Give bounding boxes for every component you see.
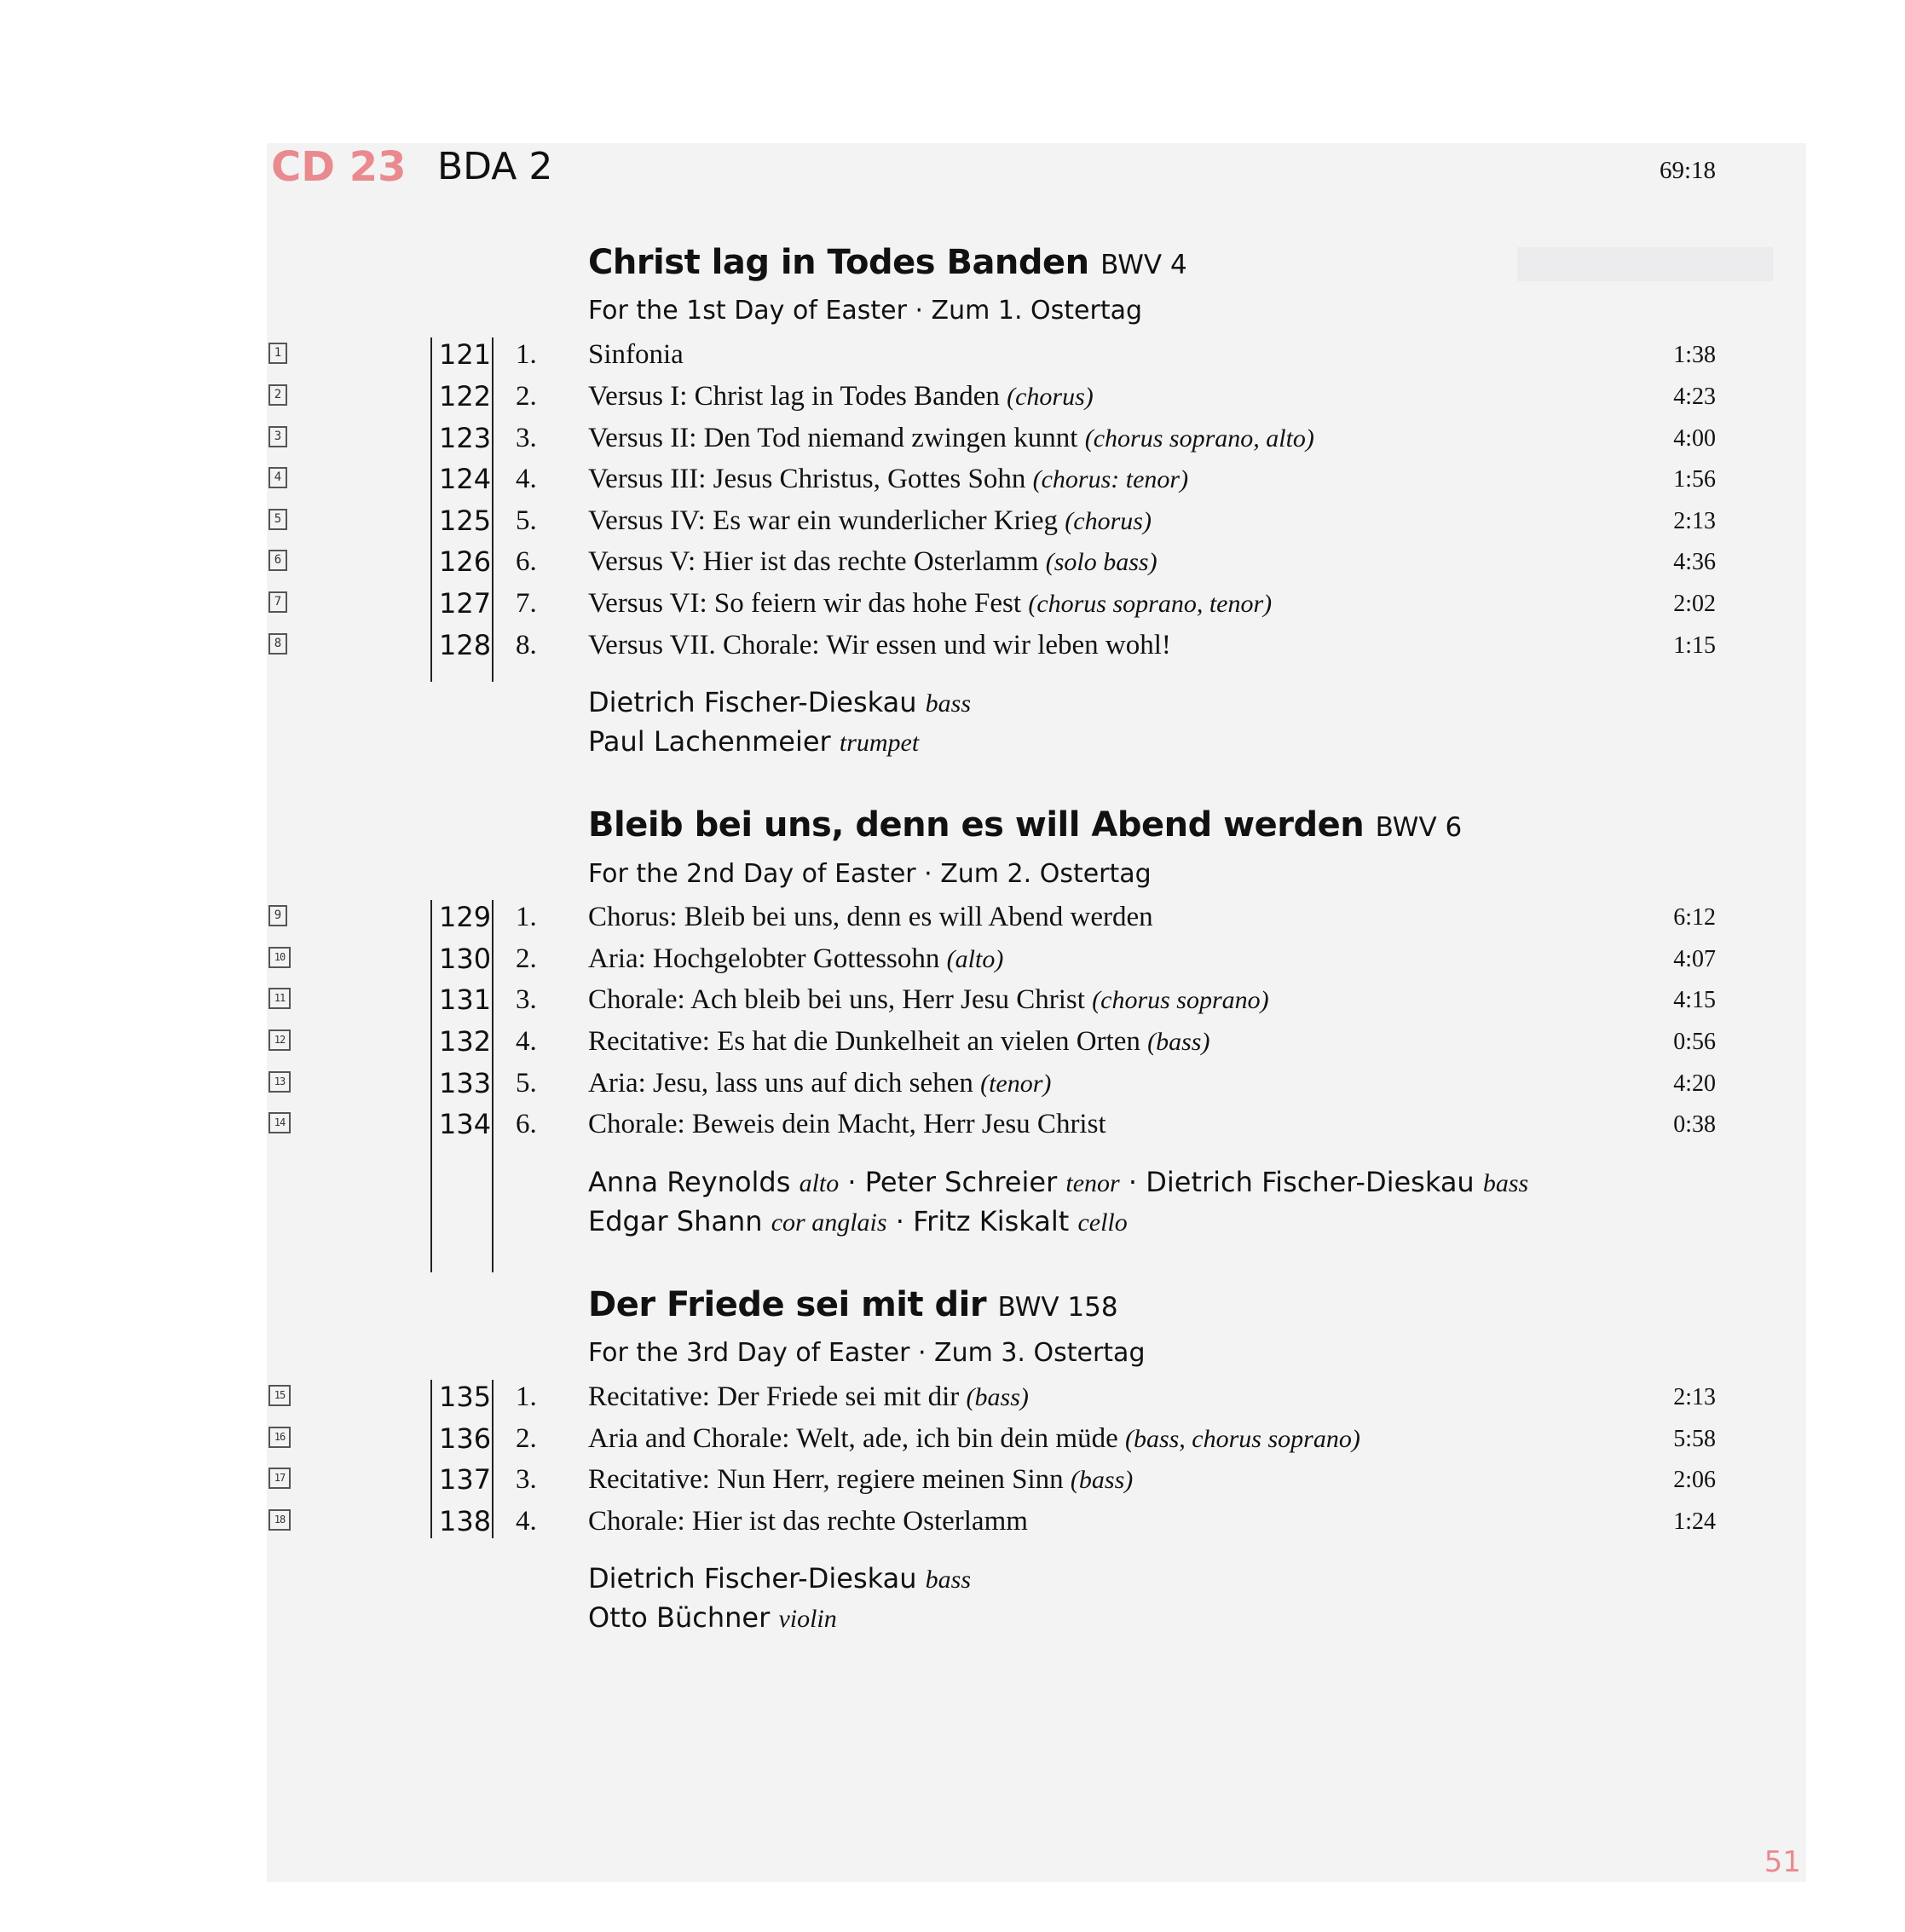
movement-voices: (chorus) [1007, 383, 1094, 411]
movement-voices: (bass) [1070, 1466, 1134, 1494]
movement-number: 4. [516, 464, 537, 494]
overall-track-number: 125 [439, 505, 492, 537]
track-duration: 1:24 [1673, 1508, 1716, 1535]
track-number-box: 8 [268, 633, 287, 655]
movement-title [588, 583, 1272, 625]
bwv-number: BWV 6 [1375, 812, 1463, 843]
overall-track-number: 126 [439, 545, 492, 578]
track-duration: 2:02 [1673, 591, 1716, 617]
track-number-box: 15 [268, 1385, 291, 1406]
overall-track-number: 123 [439, 422, 492, 454]
track-row[interactable] [0, 334, 1905, 376]
movement-title-text: Recitative: Der Friede sei mit dir [588, 1381, 960, 1412]
movement-title-text: Chorale: Beweis dein Macht, Herr Jesu Christ [588, 1109, 1106, 1139]
performer-name: Fritz Kiskalt [913, 1205, 1070, 1237]
movement-title [588, 1376, 1029, 1418]
track-row[interactable] [0, 583, 1905, 625]
movement-title-text: Sinfonia [588, 339, 684, 370]
track-row[interactable] [0, 625, 1905, 666]
track-duration: 4:36 [1673, 549, 1716, 575]
occasion: For the 1st Day of Easter · Zum 1. Ostertag [588, 296, 1143, 326]
movement-number: 8. [516, 630, 537, 660]
track-duration: 4:20 [1673, 1070, 1716, 1097]
movement-voices: (bass, chorus soprano) [1124, 1425, 1360, 1453]
overall-track-number: 129 [439, 901, 492, 933]
overall-track-number: 136 [439, 1422, 492, 1455]
performer-name: Paul Lachenmeier [588, 725, 831, 758]
movement-voices: (bass) [1147, 1028, 1210, 1056]
performer-credit [588, 1562, 971, 1595]
cd-label: CD 23 [271, 143, 407, 191]
movement-title-text: Aria: Hochgelobter Gottessohn [588, 943, 940, 974]
track-number-box: 13 [268, 1071, 291, 1093]
bwv-number: BWV 158 [997, 1292, 1118, 1323]
movement-title [588, 334, 684, 376]
track-number-box: 1 [268, 343, 287, 364]
performer-name: Edgar Shann [588, 1205, 763, 1237]
track-number-box: 12 [268, 1029, 291, 1051]
movement-title [588, 1063, 1051, 1104]
track-row[interactable] [0, 1376, 1905, 1418]
movement-title [588, 1104, 1106, 1145]
performer-credit: Anna Reynolds alto · Peter Schreier tenor · Dietrich Fischer-Dieskau bass [588, 1166, 1529, 1198]
overall-track-number: 138 [439, 1505, 492, 1537]
movement-voices: (chorus soprano) [1092, 986, 1269, 1014]
performer-role: bass [925, 1566, 971, 1594]
movement-title-text: Versus VI: So feiern wir das hohe Fest [588, 588, 1022, 619]
movement-number: 6. [516, 1109, 537, 1139]
work-title [588, 1285, 1118, 1324]
work-title [588, 243, 1187, 282]
movement-number: 6. [516, 546, 537, 577]
movement-number: 7. [516, 588, 537, 619]
track-number-box: 9 [268, 905, 287, 926]
overall-track-number: 130 [439, 943, 492, 975]
movement-number: 5. [516, 1068, 537, 1099]
movement-voices: (bass) [966, 1383, 1029, 1411]
track-row[interactable] [0, 376, 1905, 418]
movement-title [588, 418, 1314, 459]
movement-number: 2. [516, 1423, 537, 1454]
track-row[interactable] [0, 1459, 1905, 1501]
movement-number: 3. [516, 984, 537, 1015]
movement-number: 5. [516, 505, 537, 536]
track-number-box: 6 [268, 550, 287, 571]
movement-voices: (tenor) [980, 1070, 1052, 1098]
performer-role: trumpet [839, 729, 920, 757]
overall-track-number: 134 [439, 1108, 492, 1140]
performer-role: tenor [1065, 1169, 1120, 1197]
overall-track-number: 124 [439, 463, 492, 495]
movement-title [588, 376, 1094, 418]
track-duration: 1:15 [1673, 632, 1716, 659]
movement-number: 4. [516, 1026, 537, 1057]
track-row[interactable] [0, 938, 1905, 980]
track-number-box: 4 [268, 467, 287, 488]
movement-voices: (chorus: tenor) [1032, 465, 1189, 493]
track-number-box: 7 [268, 591, 287, 613]
movement-title-text: Aria: Jesu, lass uns auf dich sehen [588, 1068, 973, 1099]
total-time: 69:18 [1659, 157, 1716, 184]
performer-name: Anna Reynolds [588, 1166, 791, 1198]
performer-credit [588, 1601, 837, 1634]
track-duration: 4:15 [1673, 987, 1716, 1013]
movement-title-text: Versus II: Den Tod niemand zwingen kunnt [588, 423, 1078, 453]
overall-track-number: 133 [439, 1067, 492, 1099]
performer-role: cello [1077, 1208, 1128, 1237]
track-duration: 2:13 [1673, 1384, 1716, 1410]
track-duration: 0:38 [1673, 1111, 1716, 1138]
track-number-box: 18 [268, 1509, 291, 1531]
movement-title-text: Chorus: Bleib bei uns, denn es will Abend werden [588, 902, 1153, 932]
movement-title [588, 938, 1003, 980]
performer-role: bass [1482, 1169, 1529, 1197]
occasion: For the 3rd Day of Easter · Zum 3. Ostertag [588, 1338, 1146, 1368]
movement-number: 1. [516, 902, 537, 932]
page-number: 51 [1764, 1845, 1801, 1879]
track-number-box: 14 [268, 1112, 291, 1133]
performer-role: cor anglais [771, 1208, 887, 1237]
work-title [588, 805, 1462, 845]
movement-title-text: Versus V: Hier ist das rechte Osterlamm [588, 546, 1039, 577]
performer-name: Peter Schreier [864, 1166, 1058, 1198]
movement-title [588, 625, 1171, 666]
movement-voices: (chorus soprano, tenor) [1028, 590, 1273, 618]
overall-track-number: 137 [439, 1463, 492, 1496]
track-number-box: 17 [268, 1468, 291, 1489]
performer-role: alto [799, 1169, 840, 1197]
track-number-box: 3 [268, 426, 287, 447]
movement-number: 2. [516, 943, 537, 974]
track-duration: 1:38 [1673, 342, 1716, 368]
movement-title [588, 500, 1152, 542]
performer-credit [588, 725, 919, 758]
performer-name: Dietrich Fischer-Dieskau [588, 1562, 917, 1595]
performer-name: Dietrich Fischer-Dieskau [1146, 1166, 1475, 1198]
track-row[interactable] [0, 897, 1905, 938]
occasion: For the 2nd Day of Easter · Zum 2. Ostertag [588, 859, 1152, 889]
movement-voices: (chorus soprano, alto) [1084, 424, 1314, 453]
cd-title: BDA 2 [437, 145, 553, 188]
movement-title-text: Chorale: Ach bleib bei uns, Herr Jesu Christ [588, 984, 1085, 1015]
performer-credit: Edgar Shann cor anglais · Fritz Kiskalt cello [588, 1205, 1128, 1237]
work-title-text: Bleib bei uns, denn es will Abend werden [588, 805, 1365, 845]
movement-number: 1. [516, 339, 537, 370]
overall-track-number: 128 [439, 629, 492, 661]
track-row[interactable] [0, 1021, 1905, 1063]
track-number-box: 10 [268, 947, 291, 968]
movement-title [588, 458, 1188, 500]
track-number-box: 5 [268, 509, 287, 530]
track-duration: 5:58 [1673, 1426, 1716, 1452]
track-row[interactable] [0, 458, 1905, 500]
track-row[interactable] [0, 541, 1905, 583]
movement-title-text: Aria and Chorale: Welt, ade, ich bin dein müde [588, 1423, 1118, 1454]
movement-title-text: Versus VII. Chorale: Wir essen und wir leben wohl! [588, 630, 1171, 660]
performer-role: bass [925, 689, 971, 718]
movement-title [588, 1501, 1028, 1543]
overall-track-number: 132 [439, 1025, 492, 1058]
movement-number: 3. [516, 423, 537, 453]
movement-title-text: Versus IV: Es war ein wunderlicher Krieg [588, 505, 1059, 536]
movement-title [588, 1418, 1360, 1460]
overall-track-number: 122 [439, 380, 492, 412]
performer-credit [588, 686, 971, 718]
track-row[interactable] [0, 979, 1905, 1021]
track-number-box: 16 [268, 1427, 291, 1448]
performer-name: Otto Büchner [588, 1601, 771, 1634]
overall-track-number: 127 [439, 587, 492, 620]
movement-title [588, 1459, 1133, 1501]
track-row[interactable] [0, 1418, 1905, 1460]
overall-track-number: 131 [439, 983, 492, 1016]
bleed-through-shading [1517, 247, 1773, 281]
performer-name: Dietrich Fischer-Dieskau [588, 686, 917, 718]
track-row[interactable] [0, 500, 1905, 542]
overall-track-number: 135 [439, 1381, 492, 1413]
movement-title-text: Versus III: Jesus Christus, Gottes Sohn [588, 464, 1026, 494]
work-title-text: Christ lag in Todes Banden [588, 243, 1089, 282]
track-number-box: 2 [268, 384, 287, 406]
overall-track-number: 121 [439, 338, 492, 371]
movement-title [588, 1021, 1209, 1063]
movement-title-text: Chorale: Hier ist das rechte Osterlamm [588, 1506, 1028, 1537]
track-duration: 2:06 [1673, 1467, 1716, 1493]
movement-number: 1. [516, 1381, 537, 1412]
movement-voices: (alto) [946, 945, 1004, 973]
movement-number: 3. [516, 1464, 537, 1495]
movement-voices: (chorus) [1065, 507, 1152, 535]
bwv-number: BWV 4 [1100, 250, 1187, 280]
work-title-text: Der Friede sei mit dir [588, 1285, 987, 1324]
track-duration: 6:12 [1673, 904, 1716, 931]
track-row[interactable] [0, 418, 1905, 459]
track-duration: 4:00 [1673, 425, 1716, 452]
track-row[interactable] [0, 1063, 1905, 1104]
movement-number: 4. [516, 1506, 537, 1537]
movement-title [588, 541, 1157, 583]
track-duration: 4:07 [1673, 946, 1716, 972]
track-duration: 4:23 [1673, 384, 1716, 410]
track-row[interactable] [0, 1104, 1905, 1145]
movement-title-text: Recitative: Es hat die Dunkelheit an vielen Orten [588, 1026, 1140, 1057]
track-number-box: 11 [268, 988, 291, 1009]
movement-number: 2. [516, 381, 537, 412]
track-duration: 2:13 [1673, 508, 1716, 534]
movement-title [588, 979, 1269, 1021]
movement-title-text: Versus I: Christ lag in Todes Banden [588, 381, 1000, 412]
performer-role: violin [778, 1605, 837, 1633]
track-row[interactable] [0, 1501, 1905, 1543]
track-duration: 1:56 [1673, 466, 1716, 493]
track-duration: 0:56 [1673, 1029, 1716, 1055]
movement-voices: (solo bass) [1045, 548, 1157, 576]
movement-title-text: Recitative: Nun Herr, regiere meinen Sinn [588, 1464, 1064, 1495]
movement-title [588, 897, 1153, 938]
